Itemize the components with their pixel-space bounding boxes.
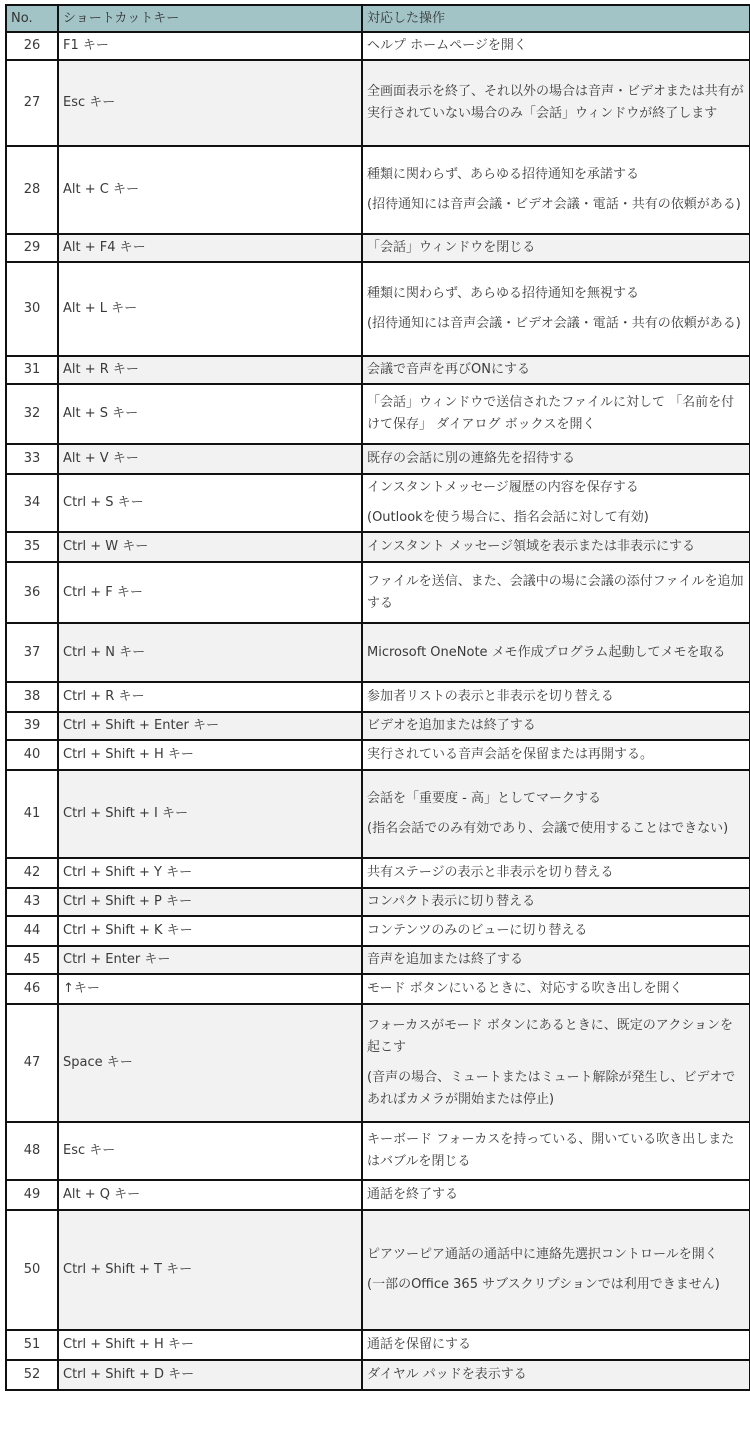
action-description xyxy=(362,1330,750,1360)
shortcut-key: Ctrl + R キー xyxy=(58,682,362,712)
action-description xyxy=(362,474,750,532)
table-header-row xyxy=(6,5,750,32)
action-description xyxy=(362,234,750,262)
header-action: 対応した操作 xyxy=(362,5,750,32)
action-description xyxy=(362,1180,750,1210)
shortcut-key: F1 キー xyxy=(58,32,362,60)
action-description xyxy=(362,858,750,888)
table-row xyxy=(6,1004,750,1122)
shortcut-key: Alt + R キー xyxy=(58,356,362,384)
shortcut-key: Ctrl + Shift + I キー xyxy=(58,770,362,858)
table-row xyxy=(6,1210,750,1330)
shortcut-key: Ctrl + Shift + H キー xyxy=(58,740,362,770)
table-body xyxy=(6,32,750,1390)
row-number: 26 xyxy=(6,32,58,60)
action-description xyxy=(362,262,750,356)
action-note: (一部のOffice 365 サブスクリプションでは利用できません) xyxy=(367,1277,720,1292)
action-text: 共有ステージの表示と非表示を切り替える xyxy=(367,865,614,880)
row-number: 49 xyxy=(6,1180,58,1210)
shortcut-key: Ctrl + S キー xyxy=(58,474,362,532)
action-text: 実行されている音声会話を保留または再開する。 xyxy=(367,747,654,762)
header-shortcut-key: ショートカットキー xyxy=(58,5,362,32)
action-text: 既存の会話に別の連絡先を招待する xyxy=(367,451,576,466)
row-number: 48 xyxy=(6,1122,58,1180)
shortcut-key: ↑キー xyxy=(58,974,362,1004)
row-number: 40 xyxy=(6,740,58,770)
action-text: 「会話」ウィンドウで送信されたファイルに対して 「名前を付けて保存」 ダイアログ ボックスを開く xyxy=(367,395,735,432)
table-row xyxy=(6,1180,750,1210)
action-description xyxy=(362,712,750,740)
action-text: 通話を終了する xyxy=(367,1187,459,1202)
action-description xyxy=(362,1122,750,1180)
shortcut-key: Alt + V キー xyxy=(58,444,362,474)
table-row xyxy=(6,916,750,946)
action-note: (指名会話でのみ有効であり、会議で使用することはできない) xyxy=(367,821,729,836)
row-number: 50 xyxy=(6,1210,58,1330)
shortcut-key: Ctrl + Shift + D キー xyxy=(58,1360,362,1390)
shortcut-key: Ctrl + Shift + Enter キー xyxy=(58,712,362,740)
shortcut-key: Ctrl + N キー xyxy=(58,623,362,682)
action-note: (音声の場合、ミュートまたはミュート解除が発生し、ビデオであればカメラが開始または停止) xyxy=(367,1070,736,1107)
shortcut-key: Esc キー xyxy=(58,1122,362,1180)
action-text: インスタント メッセージ領域を表示または非表示にする xyxy=(367,539,695,554)
action-description xyxy=(362,60,750,146)
action-text: 全画面表示を終了、それ以外の場合は音声・ビデオまたは共有が実行されていない場合のみ「会話」ウィンドウが終了します xyxy=(367,84,744,121)
action-text: ダイヤル パッドを表示する xyxy=(367,1367,527,1382)
shortcut-key: Alt + C キー xyxy=(58,146,362,234)
row-number: 43 xyxy=(6,888,58,916)
action-text: ピアツーピア通話の通話中に連絡先選択コントロールを開く xyxy=(367,1247,718,1262)
table-row xyxy=(6,60,750,146)
action-description xyxy=(362,146,750,234)
table-row xyxy=(6,146,750,234)
shortcut-key: Ctrl + Enter キー xyxy=(58,946,362,974)
action-text: 種類に関わらず、あらゆる招待通知を承諾する xyxy=(367,167,639,182)
action-note: (招待通知には音声会議・ビデオ会議・電話・共有の依頼がある) xyxy=(367,316,741,331)
shortcut-key: Ctrl + Shift + H キー xyxy=(58,1330,362,1360)
row-number: 37 xyxy=(6,623,58,682)
action-text: インスタントメッセージ履歴の内容を保存する xyxy=(367,480,639,495)
row-number: 29 xyxy=(6,234,58,262)
row-number: 34 xyxy=(6,474,58,532)
table-row xyxy=(6,770,750,858)
shortcut-key: Alt + F4 キー xyxy=(58,234,362,262)
action-description xyxy=(362,444,750,474)
action-text: 会話を「重要度 - 高」としてマークする xyxy=(367,791,601,806)
table-row xyxy=(6,858,750,888)
action-text: ビデオを追加または終了する xyxy=(367,718,536,733)
table-row xyxy=(6,974,750,1004)
action-description xyxy=(362,1004,750,1122)
table-row xyxy=(6,946,750,974)
action-note: (招待通知には音声会議・ビデオ会議・電話・共有の依頼がある) xyxy=(367,197,741,212)
action-text: フォーカスがモード ボタンにあるときに、既定のアクションを起こす xyxy=(367,1018,734,1055)
action-description xyxy=(362,356,750,384)
shortcut-key: Alt + S キー xyxy=(58,384,362,444)
action-description xyxy=(362,682,750,712)
action-description xyxy=(362,384,750,444)
row-number: 47 xyxy=(6,1004,58,1122)
table-row xyxy=(6,262,750,356)
header-no: No. xyxy=(6,5,58,32)
action-note: (Outlookを使う場合に、指名会話に対して有効) xyxy=(367,510,649,525)
action-description xyxy=(362,1210,750,1330)
action-description xyxy=(362,974,750,1004)
table-row xyxy=(6,356,750,384)
row-number: 52 xyxy=(6,1360,58,1390)
row-number: 32 xyxy=(6,384,58,444)
action-description xyxy=(362,623,750,682)
action-text: 会議で音声を再びONにする xyxy=(367,362,530,377)
action-description xyxy=(362,562,750,623)
action-description xyxy=(362,888,750,916)
row-number: 27 xyxy=(6,60,58,146)
table-row xyxy=(6,682,750,712)
row-number: 39 xyxy=(6,712,58,740)
action-text: キーボード フォーカスを持っている、開いている吹き出しまたはバブルを閉じる xyxy=(367,1132,735,1169)
action-description xyxy=(362,32,750,60)
action-text: Microsoft OneNote メモ作成プログラム起動してメモを取る xyxy=(367,644,726,660)
shortcut-key: Ctrl + W キー xyxy=(58,532,362,562)
action-text: 参加者リストの表示と非表示を切り替える xyxy=(367,689,614,704)
row-number: 41 xyxy=(6,770,58,858)
table-row xyxy=(6,474,750,532)
shortcut-key: Ctrl + Shift + K キー xyxy=(58,916,362,946)
table-row xyxy=(6,32,750,60)
shortcut-table xyxy=(5,4,750,1391)
row-number: 46 xyxy=(6,974,58,1004)
table-row xyxy=(6,1330,750,1360)
row-number: 44 xyxy=(6,916,58,946)
action-text: ヘルプ ホームページを開く xyxy=(367,38,527,53)
action-description xyxy=(362,740,750,770)
shortcut-key: Ctrl + Shift + T キー xyxy=(58,1210,362,1330)
table-row xyxy=(6,384,750,444)
action-text: 「会話」ウィンドウを閉じる xyxy=(367,240,536,255)
table-row xyxy=(6,562,750,623)
row-number: 31 xyxy=(6,356,58,384)
row-number: 51 xyxy=(6,1330,58,1360)
action-text: 種類に関わらず、あらゆる招待通知を無視する xyxy=(367,286,639,301)
shortcut-key: Space キー xyxy=(58,1004,362,1122)
row-number: 33 xyxy=(6,444,58,474)
shortcut-key: Ctrl + Shift + Y キー xyxy=(58,858,362,888)
shortcut-key: Ctrl + F キー xyxy=(58,562,362,623)
action-text: コンテンツのみのビューに切り替える xyxy=(367,923,588,938)
row-number: 36 xyxy=(6,562,58,623)
row-number: 35 xyxy=(6,532,58,562)
row-number: 38 xyxy=(6,682,58,712)
shortcut-key: Esc キー xyxy=(58,60,362,146)
table-row xyxy=(6,740,750,770)
table-row xyxy=(6,234,750,262)
table-row xyxy=(6,1360,750,1390)
row-number: 28 xyxy=(6,146,58,234)
row-number: 42 xyxy=(6,858,58,888)
action-text: 通話を保留にする xyxy=(367,1337,472,1352)
table-row xyxy=(6,623,750,682)
table-row xyxy=(6,444,750,474)
shortcut-key: Alt + Q キー xyxy=(58,1180,362,1210)
action-text: ファイルを送信、また、会議中の場に会議の添付ファイルを追加する xyxy=(367,573,744,611)
table-row xyxy=(6,712,750,740)
action-description xyxy=(362,770,750,858)
action-description xyxy=(362,1360,750,1390)
row-number: 45 xyxy=(6,946,58,974)
action-text: 音声を追加または終了する xyxy=(367,952,524,967)
action-text: モード ボタンにいるときに、対応する吹き出しを開く xyxy=(367,981,683,996)
table-row xyxy=(6,1122,750,1180)
action-description xyxy=(362,916,750,946)
row-number: 30 xyxy=(6,262,58,356)
table-row xyxy=(6,888,750,916)
action-description xyxy=(362,532,750,562)
action-description xyxy=(362,946,750,974)
action-text: コンパクト表示に切り替える xyxy=(367,894,536,909)
table-row xyxy=(6,532,750,562)
shortcut-key: Alt + L キー xyxy=(58,262,362,356)
shortcut-key: Ctrl + Shift + P キー xyxy=(58,888,362,916)
